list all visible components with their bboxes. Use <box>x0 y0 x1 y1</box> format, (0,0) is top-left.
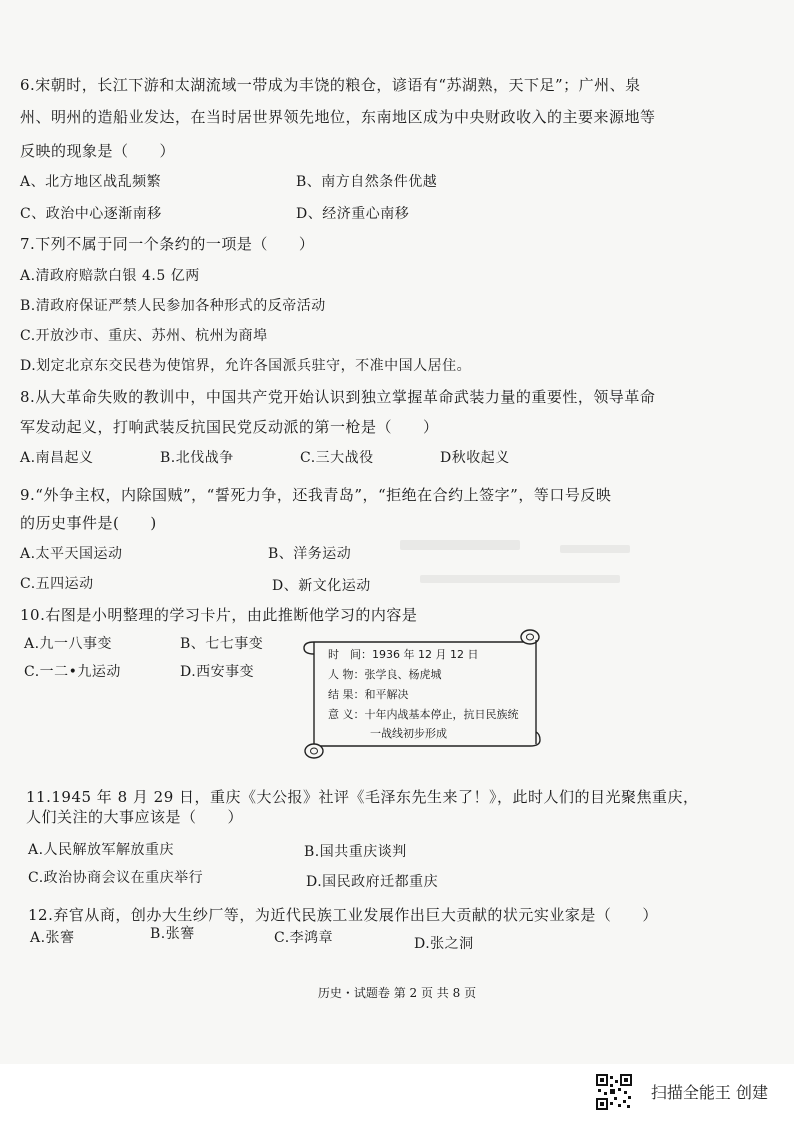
q8-stem-line1: 8.从大革命失败的教训中，中国共产党开始认识到独立掌握革命武装力量的重要性，领导革命 <box>20 388 656 406</box>
study-card <box>298 628 546 760</box>
q12-option-a: A.张謇 <box>30 930 75 946</box>
q12-option-d: D.张之洞 <box>414 936 474 952</box>
q9-option-a: A.太平天国运动 <box>20 546 123 562</box>
q6-stem-line3: 反映的现象是（ ） <box>20 142 176 160</box>
q7-option-d: D.划定北京东交民巷为使馆界，允许各国派兵驻守，不准中国人居住。 <box>20 358 472 374</box>
q7-option-a: A.清政府赔款白银 4.5 亿两 <box>20 268 200 284</box>
q8-stem-line2: 军发动起义，打响武装反抗国民党反动派的第一枪是（ ） <box>20 418 439 436</box>
q11-option-a: A.人民解放军解放重庆 <box>28 842 175 858</box>
q11-option-c: C.政治协商会议在重庆举行 <box>28 870 204 886</box>
q11-stem-line1: 11.1945 年 8 月 29 日，重庆《大公报》社评《毛泽东先生来了！》，此时人们的目光聚焦重庆， <box>26 788 699 806</box>
q8-option-a: A.南昌起义 <box>20 450 94 466</box>
page-footer: 历史・试题卷 第 2 页 共 8 页 <box>317 986 477 1000</box>
q10-option-a: A.九一八事变 <box>24 636 113 652</box>
card-time: 时 间：1936 年 12 月 12 日 <box>328 648 479 661</box>
q8-option-b: B.北伐战争 <box>160 450 234 466</box>
q12-option-c: C.李鸿章 <box>274 930 334 946</box>
q7-option-c: C.开放沙市、重庆、苏州、杭州为商埠 <box>20 328 268 344</box>
q9-stem-line2: 的历史事件是( ) <box>20 514 157 532</box>
q9-stem-line1: 9.“外争主权，内除国贼”，“誓死力争，还我青岛”，“拒绝在合约上签字”，等口号反映 <box>20 486 612 504</box>
scan-smudge <box>420 575 620 583</box>
q6-stem-line1: 6.宋朝时，长江下游和太湖流域一带成为丰饶的粮仓，谚语有“苏湖熟，天下足”；广州、泉 <box>20 76 641 94</box>
q11-option-b: B.国共重庆谈判 <box>304 844 407 860</box>
card-result: 结 果：和平解决 <box>328 688 409 701</box>
q6-option-b: B、南方自然条件优越 <box>296 174 438 190</box>
q11-option-d: D.国民政府迁都重庆 <box>306 874 439 890</box>
q6-option-a: A、北方地区战乱频繁 <box>20 174 162 190</box>
q6-stem-line2: 州、明州的造船业发达，在当时居世界领先地位，东南地区成为中央财政收入的主要来源地等 <box>20 108 656 126</box>
qr-code-icon <box>596 1074 632 1110</box>
q10-option-c: C.一二•九运动 <box>24 664 121 680</box>
q8-option-c: C.三大战役 <box>300 450 374 466</box>
q6-option-c: C、政治中心逐渐南移 <box>20 206 162 222</box>
q12-stem: 12.弃官从商，创办大生纱厂等，为近代民族工业发展作出巨大贡献的状元实业家是（ ） <box>28 906 658 924</box>
q9-option-d: D、新文化运动 <box>272 578 371 594</box>
q9-option-b: B、洋务运动 <box>268 546 352 562</box>
scan-smudge <box>400 540 520 550</box>
q12-option-b: B.张謇 <box>150 926 195 942</box>
scanner-watermark: 扫描全能王 创建 <box>650 1083 768 1102</box>
q6-option-d: D、经济重心南移 <box>296 206 410 222</box>
card-meaning-line1: 意 义：十年内战基本停止，抗日民族统 <box>328 708 519 721</box>
q10-option-d: D.西安事变 <box>180 664 255 680</box>
q10-stem: 10.右图是小明整理的学习卡片，由此推断他学习的内容是 <box>20 606 418 624</box>
q8-option-d: D秋收起义 <box>440 450 510 466</box>
q7-stem: 7.下列不属于同一个条约的一项是（ ） <box>20 235 315 253</box>
q9-option-c: C.五四运动 <box>20 576 94 592</box>
card-meaning-line2: 一战线初步形成 <box>370 727 447 740</box>
q10-option-b: B、七七事变 <box>180 636 264 652</box>
scan-smudge <box>560 545 630 553</box>
card-people: 人 物：张学良、杨虎城 <box>328 668 442 681</box>
q7-option-b: B.清政府保证严禁人民参加各种形式的反帝活动 <box>20 298 326 314</box>
q11-stem-line2: 人们关注的大事应该是（ ） <box>26 808 244 826</box>
